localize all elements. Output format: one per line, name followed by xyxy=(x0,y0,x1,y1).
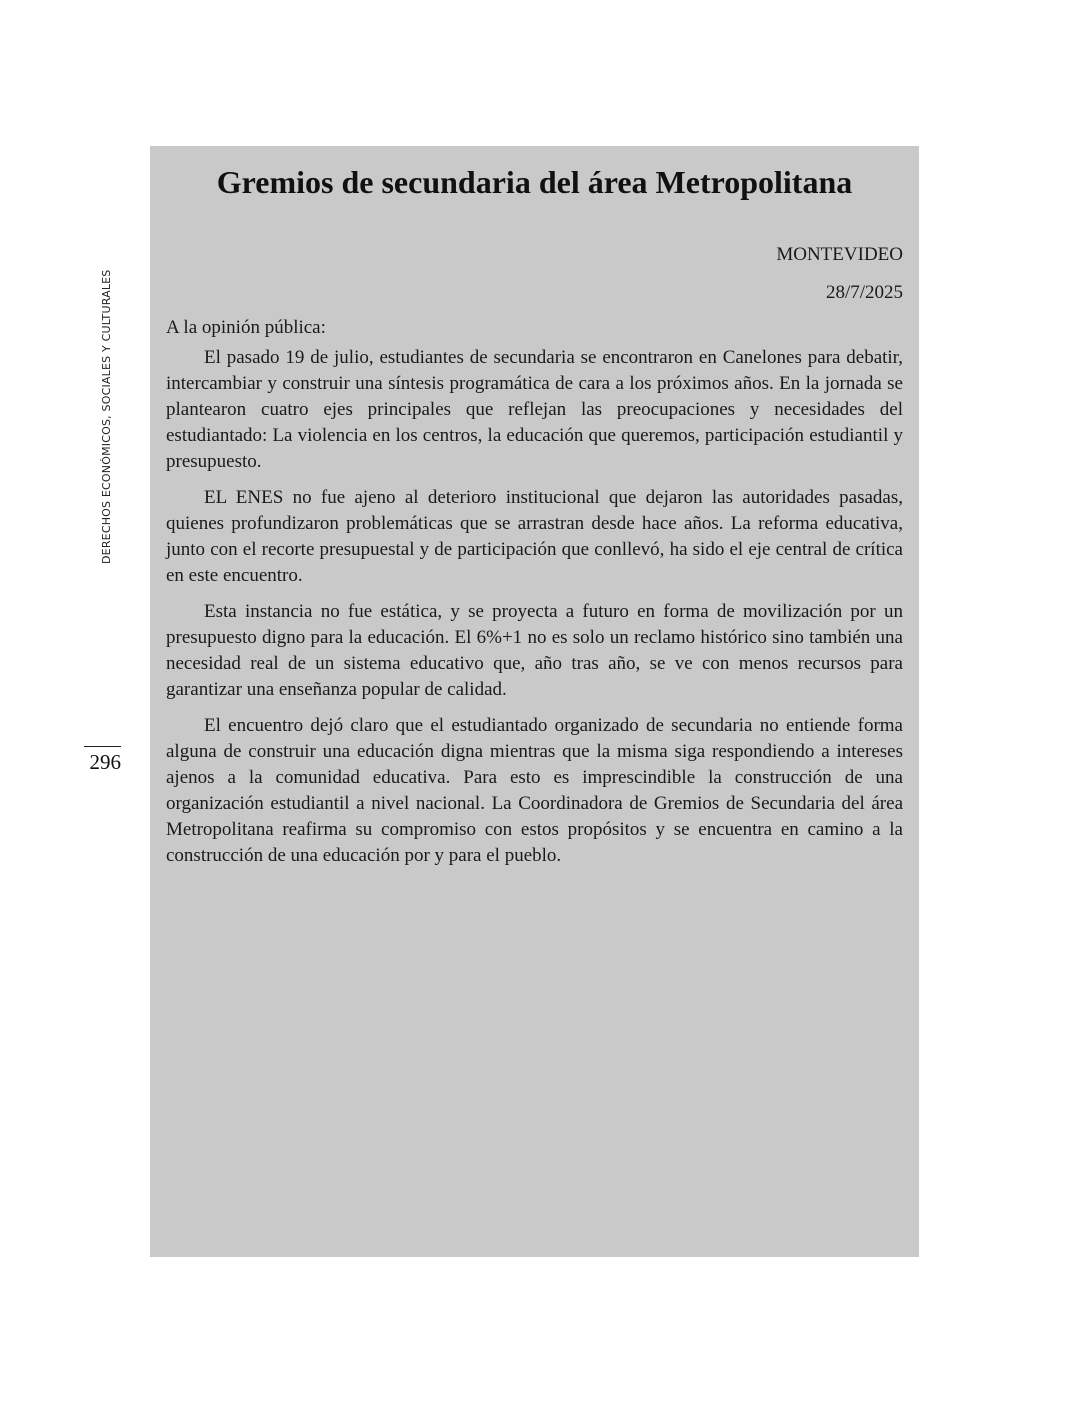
letter-paragraph: Esta instancia no fue estática, y se proyecta a futuro en forma de movilización por un presupuesto digno para la educación. El 6%+1 no es solo un reclamo histórico sino también una necesidad real de un sistema educativo que, año tras año, se ve con menos recursos para garantizar una enseñanza popular de calidad. xyxy=(166,601,903,700)
letter-title: Gremios de secundaria del área Metropolitana xyxy=(216,164,853,200)
running-head: DERECHOS ECONÓMICOS, SOCIALES Y CULTURALES xyxy=(100,269,113,564)
letter-paragraph: El encuentro dejó claro que el estudiantado organizado de secundaria no entiende forma alguna de construir una educación digna mientras que la misma siga respondiendo a intereses ajenos a la comunidad educativa. Para esto es imprescindible la construcción de una organización estudiantil a nivel nacional. La Coordinadora de Gremios de Secundaria del área Metropolitana reafirma su compromiso con estos propósitos y se encuentra en camino a la construcción de una educación por y para el pueblo. xyxy=(166,715,903,866)
letter-salutation: A la opinión pública: xyxy=(166,317,326,338)
letter-header xyxy=(166,236,903,312)
letter-paragraph: El pasado 19 de julio, estudiantes de secundaria se encontraron en Canelones para debatir, intercambiar y construir una síntesis programática de cara a los próximos años. En la jornada se plantearon cuatro ejes principales que reflejan las preocupaciones y necesidades del estudiantado: La violencia en los centros, la educación que queremos, participación estudiantil y presupuesto. xyxy=(166,347,903,472)
page-number: 296 xyxy=(89,750,121,774)
letter-place: MONTEVIDEO xyxy=(776,244,903,265)
letter-date: 28/7/2025 xyxy=(825,282,903,303)
letter-paragraph: EL ENES no fue ajeno al deterioro institucional que dejaron las autoridades pasadas, quienes profundizaron problemáticas que se arrastran desde hace años. La reforma educativa, junto con el recorte presupuestal y de participación que conllevó, ha sido el eje central de crítica en este encuentro. xyxy=(166,487,903,586)
letter-panel xyxy=(150,146,919,1257)
page-number-rule xyxy=(84,746,121,747)
